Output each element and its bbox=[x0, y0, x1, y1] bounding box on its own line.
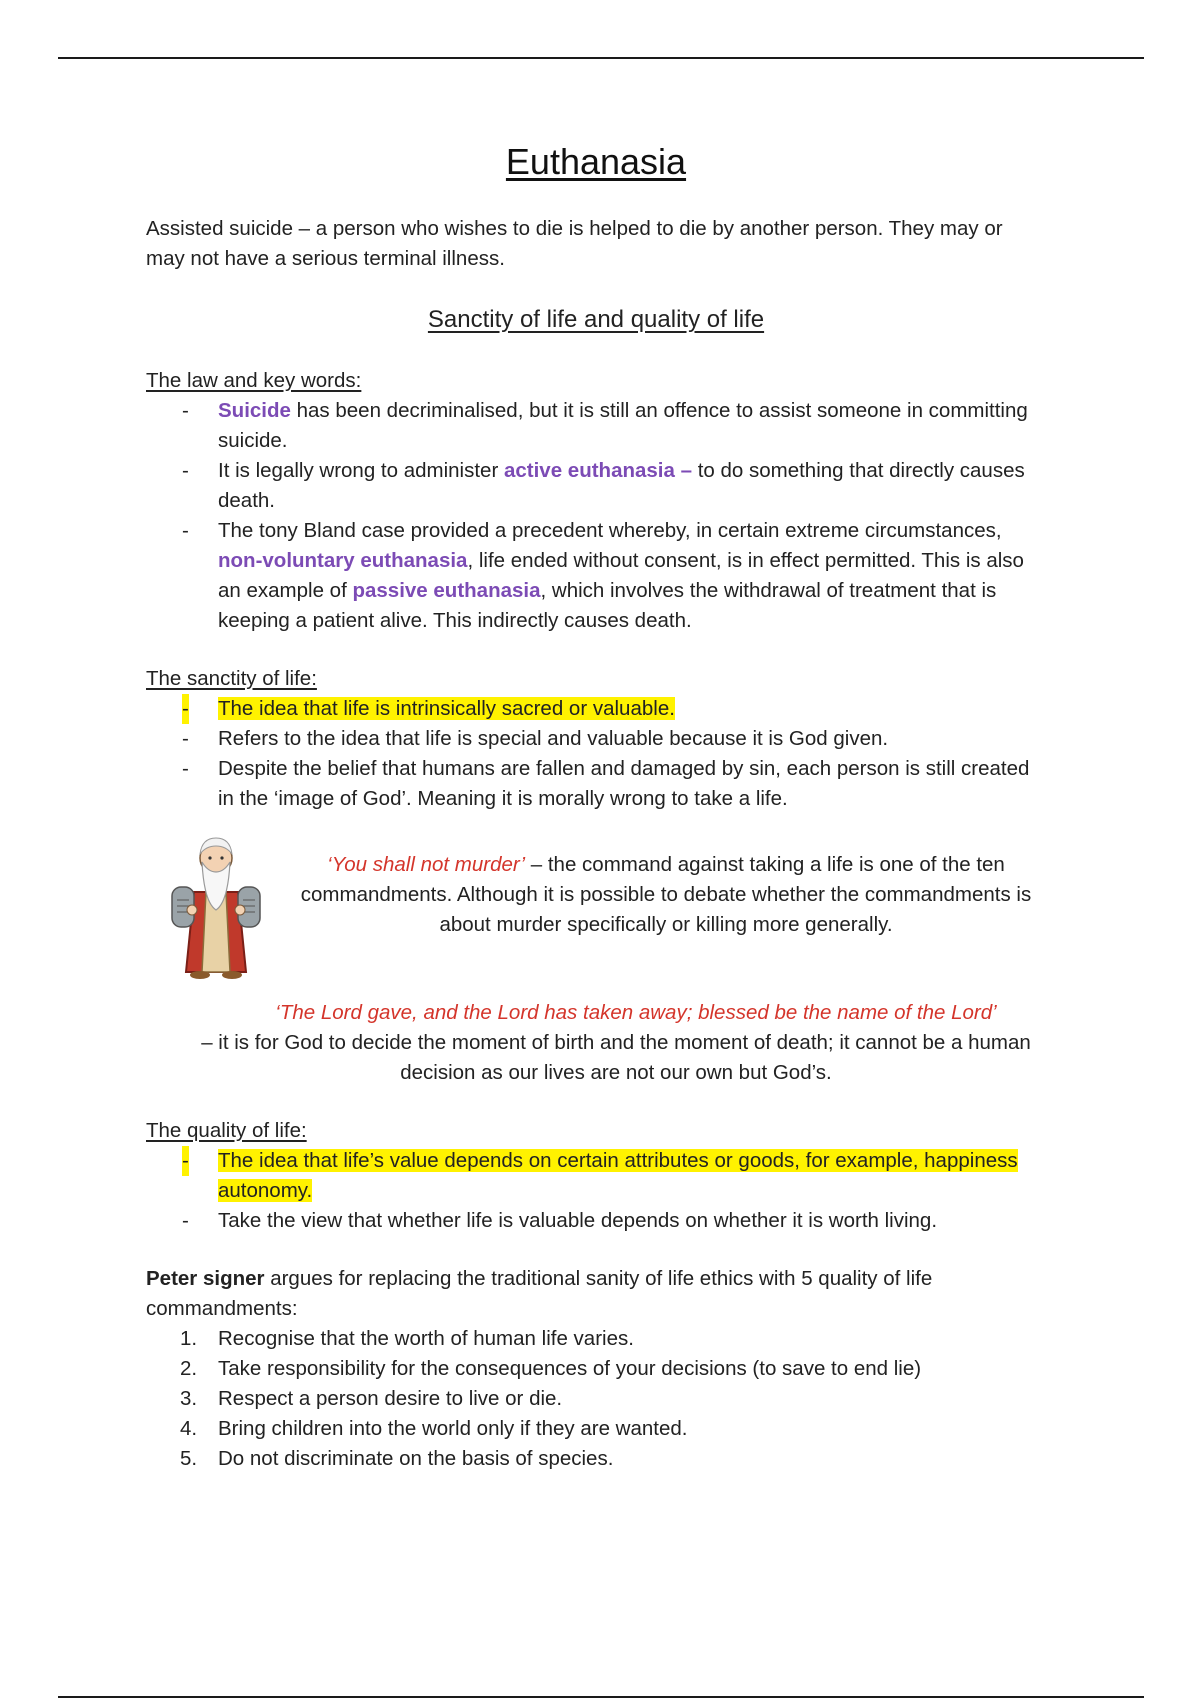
list-item-text: , which involves the withdrawal of treatment that is keeping a patient alive. This indirectly causes death. bbox=[218, 579, 997, 632]
quality-section bbox=[146, 1116, 1046, 1236]
list-item-text: Recognise that the worth of human life varies. bbox=[218, 1327, 634, 1350]
quote-lord-gave: ‘The Lord gave, and the Lord has taken away; blessed be the name of the Lord’ bbox=[275, 1001, 997, 1024]
list-number: 2. bbox=[180, 1357, 198, 1380]
quote-explanation: – the command against taking a life is one of the ten commandments. Although it is possible to debate whether the commandments is about murder specifically or killing more generally. bbox=[300, 853, 1032, 936]
list-item-text: Refers to the idea that life is special and valuable because it is God given. bbox=[218, 727, 889, 750]
peter-intro bbox=[146, 1264, 1046, 1324]
quote-explanation: – it is for God to decide the moment of birth and the moment of death; it cannot be a human decision as our lives are not our own but God’s. bbox=[201, 1031, 1031, 1084]
section-subtitle: Sanctity of life and quality of life bbox=[427, 306, 765, 333]
list-item bbox=[146, 694, 1046, 724]
commandment-block bbox=[146, 842, 1046, 992]
commandments-list bbox=[146, 1324, 1046, 1474]
list-number: 5. bbox=[180, 1447, 198, 1470]
peter-singer-section bbox=[146, 1264, 1046, 1474]
dash-bullet: - bbox=[182, 757, 189, 780]
list-item-text: , life ended without consent, is in effect permitted. This is also an example of bbox=[218, 549, 1024, 602]
dash-bullet: - bbox=[182, 399, 189, 422]
key-term-passive: passive euthanasia bbox=[352, 579, 541, 602]
footer-rule bbox=[58, 1696, 1144, 1698]
list-item-text: Despite the belief that humans are fallen and damaged by sin, each person is still created in the ‘image of God’. Meaning it is morally wrong to take a life. bbox=[218, 757, 1030, 810]
dash-bullet: - bbox=[182, 727, 189, 750]
list-item-text: Do not discriminate on the basis of species. bbox=[218, 1447, 614, 1470]
list-item bbox=[146, 1206, 1046, 1236]
sanctity-heading: The sanctity of life: bbox=[146, 667, 317, 690]
commandment-paragraph bbox=[286, 850, 1046, 940]
sanctity-list bbox=[146, 694, 1046, 814]
quote-you-shall-not-murder: ‘You shall not murder’ bbox=[327, 853, 526, 876]
list-number: 1. bbox=[180, 1327, 198, 1350]
document-page bbox=[146, 140, 1046, 1474]
list-item bbox=[146, 516, 1046, 636]
list-item-text: Bring children into the world only if they are wanted. bbox=[218, 1417, 688, 1440]
law-heading: The law and key words: bbox=[146, 369, 362, 392]
peter-intro-text: argues for replacing the traditional sanity of life ethics with 5 quality of life commandments: bbox=[146, 1267, 933, 1320]
list-item bbox=[146, 1324, 1046, 1354]
key-term-active-euthanasia: active euthanasia – bbox=[503, 459, 692, 482]
key-term-suicide: Suicide bbox=[218, 399, 291, 422]
header-rule bbox=[58, 57, 1144, 59]
law-list bbox=[146, 396, 1046, 636]
list-number: 3. bbox=[180, 1387, 198, 1410]
lord-quote-block bbox=[146, 998, 1046, 1088]
list-item bbox=[146, 1146, 1046, 1206]
moses-illustration-icon bbox=[166, 832, 266, 982]
list-item-text: Take the view that whether life is valuable depends on whether it is worth living. bbox=[218, 1209, 938, 1232]
sanctity-section bbox=[146, 664, 1046, 1088]
highlighted-text: The idea that life is intrinsically sacred or valuable. bbox=[218, 697, 675, 720]
person-name: Peter signer bbox=[146, 1267, 265, 1290]
law-section bbox=[146, 366, 1046, 636]
list-item-text: to do something that directly causes death. bbox=[218, 459, 1025, 512]
list-item-text: Take responsibility for the consequences of your decisions (to save to end lie) bbox=[218, 1357, 922, 1380]
list-item-text: The tony Bland case provided a precedent whereby, in certain extreme circumstances, bbox=[218, 519, 1002, 542]
dash-bullet: - bbox=[182, 1209, 189, 1232]
dash-bullet: - bbox=[182, 694, 189, 724]
list-item bbox=[146, 456, 1046, 516]
list-item-text: It is legally wrong to administer bbox=[218, 459, 504, 482]
list-item bbox=[146, 754, 1046, 814]
list-item bbox=[146, 396, 1046, 456]
key-term-non-voluntary: non-voluntary euthanasia bbox=[218, 549, 468, 572]
list-item bbox=[146, 724, 1046, 754]
list-item-text: has been decriminalised, but it is still an offence to assist someone in committing suicide. bbox=[218, 399, 1028, 452]
list-item bbox=[146, 1444, 1046, 1474]
list-number: 4. bbox=[180, 1417, 198, 1440]
list-item-text: Respect a person desire to live or die. bbox=[218, 1387, 563, 1410]
list-item bbox=[146, 1384, 1046, 1414]
intro-paragraph: Assisted suicide – a person who wishes to die is helped to die by another person. They may or may not have a serious terminal illness. bbox=[146, 217, 1003, 270]
quality-heading: The quality of life: bbox=[146, 1119, 307, 1142]
dash-bullet: - bbox=[182, 1146, 189, 1176]
dash-bullet: - bbox=[182, 459, 189, 482]
dash-bullet: - bbox=[182, 519, 189, 542]
highlighted-text: The idea that life’s value depends on certain attributes or goods, for example, happiness autonomy. bbox=[218, 1149, 1018, 1202]
list-item bbox=[146, 1354, 1046, 1384]
quality-list bbox=[146, 1146, 1046, 1236]
list-item bbox=[146, 1414, 1046, 1444]
page-title: Euthanasia bbox=[505, 141, 687, 182]
